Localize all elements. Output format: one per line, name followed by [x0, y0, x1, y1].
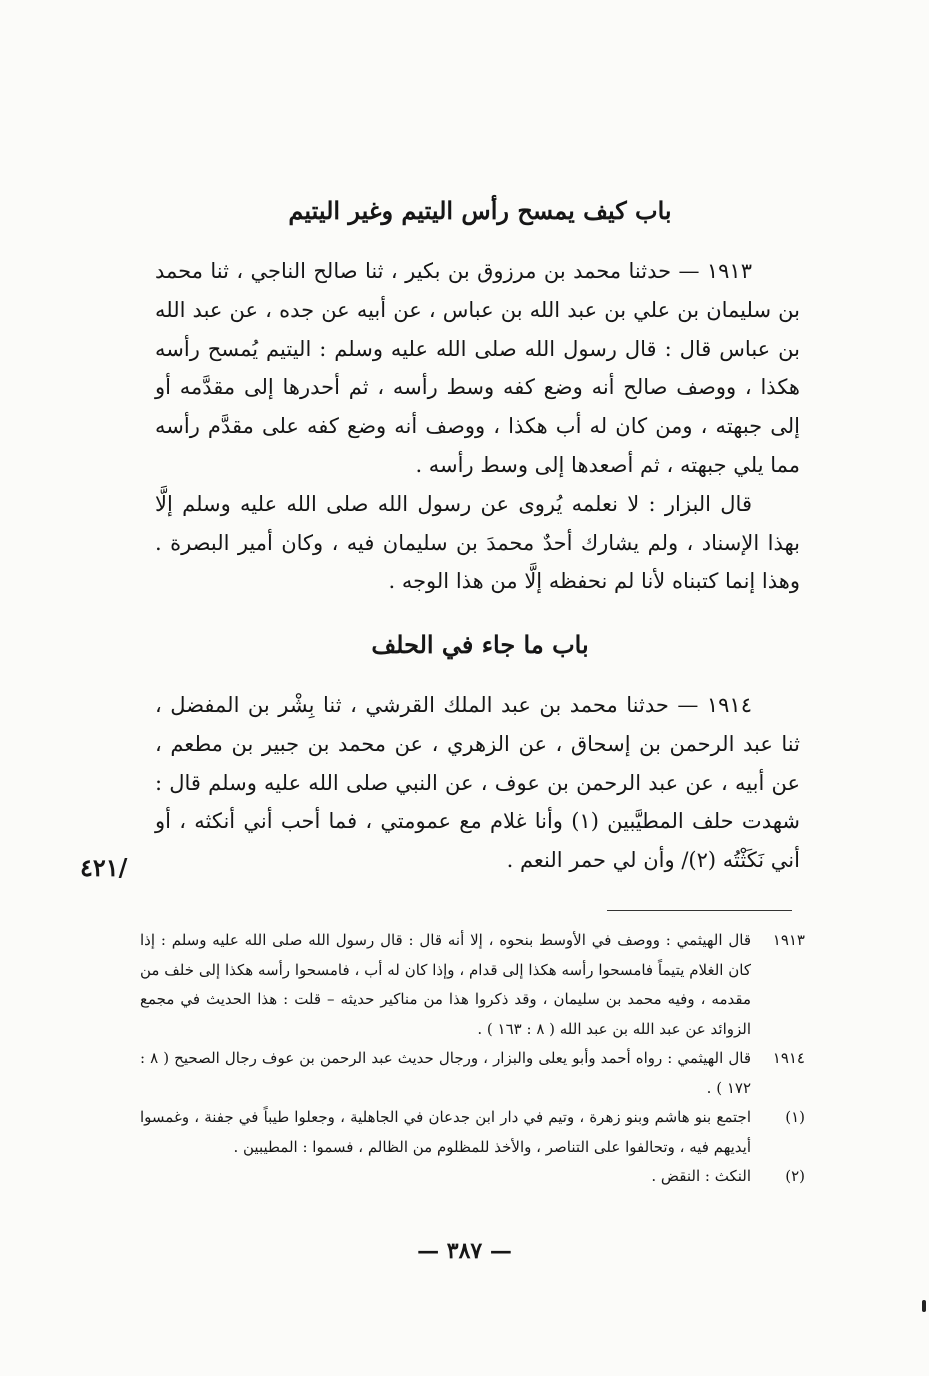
footnote-separator — [607, 910, 792, 911]
footnotes — [140, 926, 805, 1192]
footnote-1 — [140, 1103, 805, 1162]
page-number: — ٣٨٧ — — [417, 1238, 512, 1264]
chapter-title-1: باب كيف يمسح رأس اليتيم وغير اليتيم — [288, 196, 672, 225]
footnote-1914 — [140, 1044, 805, 1103]
footnote-text: قال الهيثمي : ووصف في الأوسط بنحوه ، إلا أنه قال : قال رسول الله صلى الله عليه وسلم : إذا كان الغلام يتيماً فامسحوا رأسه هكذا إلى قدام ، وإذا كان له أب ، فامسحوا رأسه هكذا إلى خلف من مقدمه ، وفيه محمد بن سليمان ، وقد ذكروا هذا من مناكير حديثه – قلت : هذا الحديث في مجمع الزوائد عن عبد الله بن عبد الله ( ٨ : ١٦٣ ) . — [140, 931, 751, 1038]
footnote-label: ١٩١٣ — [772, 931, 805, 949]
hadith-1913-block — [155, 252, 800, 601]
chapter-title-2: باب ما جاء في الحلف — [371, 630, 589, 659]
edge-mark — [922, 1300, 926, 1312]
footnote-text: النكث : النقض . — [651, 1167, 751, 1185]
manuscript-folio-ref: ٤٢١/ — [80, 853, 128, 882]
hadith-1914: ١٩١٤ — حدثنا محمد بن عبد الملك القرشي ، ثنا بِشْر بن المفضل ، ثنا عبد الرحمن بن إسحاق ، عن الزهري ، عن محمد بن جبير بن مطعم ، عن أبيه ، عن عبد الرحمن بن عوف ، عن النبي صلى الله عليه وسلم قال : شهدت حلف المطيَّبين (١) وأنا غلام مع عمومتي ، فما أحب أني أنكثه ، أو أني نَكَثْتُه (٢)/ وأن لي حمر النعم . — [155, 693, 800, 873]
footnote-label: (٢) — [785, 1167, 805, 1185]
hadith-1913: ١٩١٣ — حدثنا محمد بن مرزوق بن بكير ، ثنا صالح الناجي ، ثنا محمد بن سليمان بن علي بن عبد الله بن عباس ، عن أبيه عن جده ، عن عبد الله بن عباس قال : قال رسول الله صلى الله عليه وسلم : اليتيم يُمسح رأسه هكذا ، ووصف صالح أنه وضع كفه وسط رأسه ، ثم أحدرها إلى مقدَّمه أو إلى جبهته ، ومن كان له أب هكذا ، ووصف أنه وضع كفه على مقدَّم رأسه مما يلي جبهته ، ثم أصعدها إلى وسط رأسه . — [155, 259, 800, 477]
hadith-1914-block — [155, 686, 800, 880]
footnote-2 — [140, 1162, 805, 1192]
footnote-text: قال الهيثمي : رواه أحمد وأبو يعلى والبزار ، ورجال حديث عبد الرحمن بن عوف رجال الصحيح ( ٨ : ١٧٢ ) . — [140, 1049, 751, 1097]
footnote-label: ١٩١٤ — [772, 1049, 805, 1067]
footnote-label: (١) — [785, 1108, 805, 1126]
footnote-text: اجتمع بنو هاشم وبنو زهرة ، وتيم في دار ابن جدعان في الجاهلية ، وجعلوا طيباً في جفنة ، وغمسوا أيديهم فيه ، وتحالفوا على التناصر ، والأخذ للمظلوم من الظالم ، فسموا : المطيبين . — [140, 1108, 751, 1156]
bazzar-comment: قال البزار : لا نعلمه يُروى عن رسول الله صلى الله عليه وسلم إلَّا بهذا الإسناد ، ولم يشارك أحدٌ محمدَ بن سليمان فيه ، وكان أمير البصرة . وهذا إنما كتبناه لأنا لم نحفظه إلَّا من هذا الوجه . — [155, 491, 800, 594]
footnote-1913 — [140, 926, 805, 1044]
